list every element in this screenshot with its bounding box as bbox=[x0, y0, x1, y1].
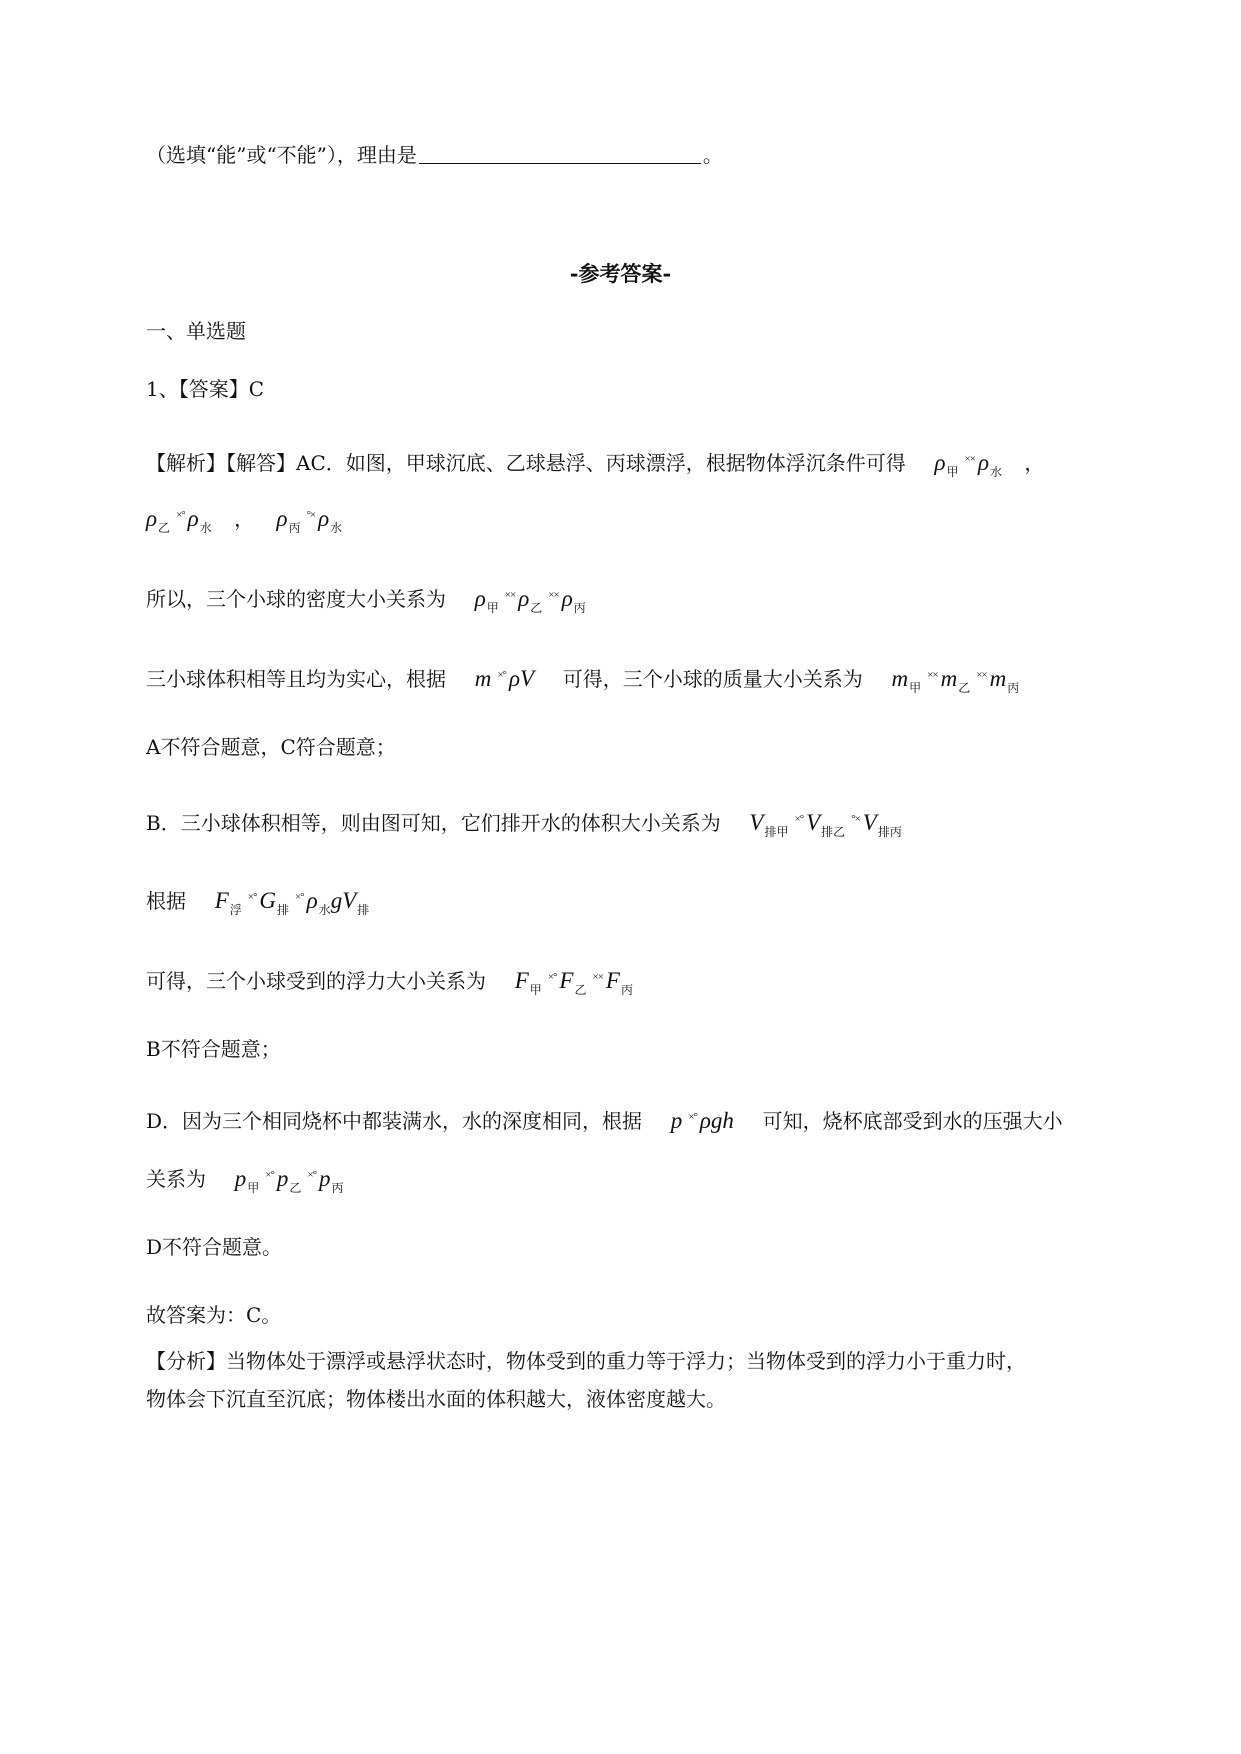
option-b-line: B．三小球体积相等，则由图可知，它们排开水的体积大小关系为 $V_{排甲}^{\times^\circ}$ $V_{排乙}^{^\circ\times}$ $V_{排丙}$ bbox=[146, 810, 902, 839]
fill-in-line bbox=[146, 142, 723, 168]
formula-mass-order: $m_甲^{\times\times}$ $m_乙^{\times\times}$ $m_丙$ bbox=[891, 666, 1020, 695]
analysis-summary-line-2: 物体会下沉直至沉底；物体楼出水面的体积越大，液体密度越大。 bbox=[146, 1387, 726, 1411]
final-answer: 故答案为：C。 bbox=[146, 1303, 282, 1327]
answer-title: -参考答案- bbox=[569, 261, 672, 286]
formula-volume-order: $V_{排甲}^{\times^\circ}$ $V_{排乙}^{^\circ\times}$ $V_{排丙}$ bbox=[749, 810, 902, 839]
formula-m-rho-v: m ×° ρV bbox=[474, 666, 535, 691]
formula-density-order: $\rho_甲^{\times\times}$ $\rho_乙^{\times\times}$ $\rho_丙$ bbox=[474, 586, 586, 615]
analysis-line-1: 【解析】【解答】AC．如图，甲球沉底、乙球悬浮、丙球漂浮，根据物体浮沉条件可得 $\rho_甲^{\times\times}$ $\rho_水$ ， bbox=[146, 450, 1045, 479]
formula-buoyancy-order: $F_甲^{\times^\circ}$ $F_乙^{\times\times}$ $F_丙$ bbox=[514, 968, 633, 997]
density-relation-line: 所以，三个小球的密度大小关系为 $\rho_甲^{\times\times}$ $\rho_乙^{\times\times}$ $\rho_丙$ bbox=[146, 586, 586, 615]
formula-archimedes: $F_浮^{\times^\circ}$ $G_排^{\times^\circ}$ $\rho_水gV_排$ bbox=[214, 888, 370, 917]
formula-p-rho-gh: p ×° ρgh bbox=[670, 1108, 734, 1133]
q1-answer: 1、【答案】C bbox=[146, 377, 265, 401]
buoyancy-relation-line: 可得，三个小球受到的浮力大小关系为 $F_甲^{\times^\circ}$ $F_乙^{\times\times}$ $F_丙$ bbox=[146, 968, 633, 997]
option-d-conclusion: D不符合题意。 bbox=[146, 1235, 283, 1259]
analysis-summary-line-1: 【分析】当物体处于漂浮或悬浮状态时，物体受到的重力等于浮力；当物体受到的浮力小于重力时， bbox=[146, 1349, 1026, 1373]
answer-blank bbox=[419, 143, 701, 164]
formula-pressure-order: $p_甲^{\times^\circ}$ $p_乙^{\times^\circ}$ $p_丙$ bbox=[234, 1166, 344, 1195]
option-a-c-conclusion: A不符合题意，C符合题意； bbox=[146, 735, 396, 759]
period: 。 bbox=[702, 143, 723, 167]
option-d-line-1: D．因为三个相同烧杯中都装满水，水的深度相同，根据 p ×° ρgh 可知，烧杯底部受到水的压强大小 bbox=[146, 1108, 1063, 1133]
mass-relation-line: 三小球体积相等且均为实心，根据 m ×° ρV 可得，三个小球的质量大小关系为 $m_甲^{\times\times}$ $m_乙^{\times\times}$ $m_丙$ bbox=[146, 666, 1020, 695]
option-d-line-2: 关系为 $p_甲^{\times^\circ}$ $p_乙^{\times^\circ}$ $p_丙$ bbox=[146, 1166, 344, 1195]
analysis-line-2: $\rho_乙^{\times^\circ}$ $\rho_水$ ， $\rho_丙^{^\circ\times}$ $\rho_水$ bbox=[146, 506, 343, 535]
question-text: （选填“能”或“不能”），理由是 bbox=[146, 143, 417, 167]
formula-rho-yi-rho-shui: $\rho_乙^{\times^\circ}$ $\rho_水$ bbox=[146, 506, 212, 535]
formula-rho-bing-rho-shui: $\rho_丙^{^\circ\times}$ $\rho_水$ bbox=[276, 506, 343, 535]
analysis-intro: 【解析】【解答】AC．如图，甲球沉底、乙球悬浮、丙球漂浮，根据物体浮沉条件可得 bbox=[146, 451, 906, 475]
formula-rho-jia-rho-shui: $\rho_甲^{\times\times}$ $\rho_水$ bbox=[934, 450, 1003, 479]
buoyancy-formula-line: 根据 $F_浮^{\times^\circ}$ $G_排^{\times^\circ}$ $\rho_水gV_排$ bbox=[146, 888, 370, 917]
option-b-conclusion: B不符合题意； bbox=[146, 1037, 281, 1061]
section-heading: 一、单选题 bbox=[146, 319, 246, 343]
